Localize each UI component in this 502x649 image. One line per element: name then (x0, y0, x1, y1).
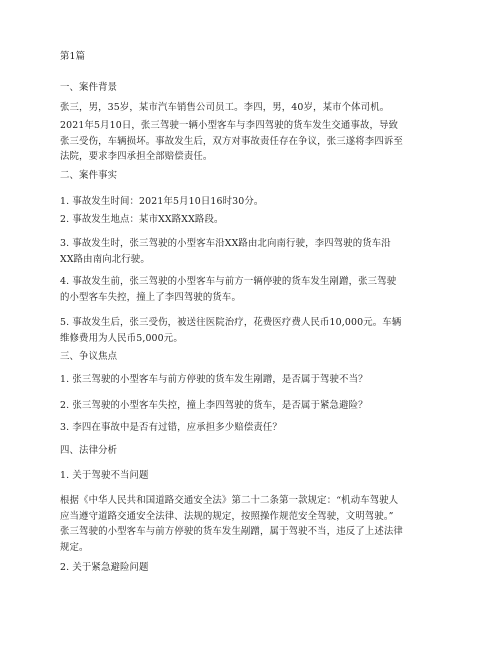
text-line: 维修费用为人民币5,000元。 (60, 332, 183, 344)
text-line: 2021年5月10日，张三驾驶一辆小型客车与李四驾驶的货车发生交通事故，导致 (60, 120, 399, 131)
text-line: 根据《中华人民共和国道路交通安全法》第二十二条第一款规定：“机动车驾驶人 (60, 495, 399, 506)
fact-item-1: 1. 事故发生时间：2021年5月10日16时30分。 (60, 196, 264, 207)
parties-paragraph: 张三，男，35岁，某市汽车销售公司员工。李四，男，40岁，某市个体司机。 (60, 102, 390, 113)
section-heading-facts: 二、案件事实 (60, 170, 118, 181)
analysis-paragraph (60, 493, 440, 555)
dispute-question-2: 2. 张三驾驶的小型客车失控，撞上李四驾驶的货车，是否属于紧急避险？ (60, 400, 368, 411)
analysis-subheading-2: 2. 关于紧急避险问题 (60, 562, 149, 573)
text-line: XX路由南向北行驶。 (60, 253, 150, 265)
text-line: 张三受伤，车辆损坏。事故发生后，双方对事故责任存在争议，张三遂将李四诉至 (60, 135, 403, 147)
fact-item-2: 2. 事故发生地点：某市XX路XX路段。 (60, 214, 224, 225)
section-heading-analysis: 四、法律分析 (60, 445, 118, 456)
section-heading-dispute: 三、争议焦点 (60, 351, 118, 362)
text-line: 5. 事故发生后，张三受伤，被送往医院治疗，花费医疗费人民币10,000元。车辆 (60, 317, 402, 328)
analysis-subheading-1: 1. 关于驾驶不当问题 (60, 470, 149, 481)
fact-item-5 (60, 315, 440, 346)
text-line: 规定。 (60, 541, 89, 553)
text-line: 张三驾驶的小型客车与前方停驶的货车发生剐蹭，属于驾驶不当，违反了上述法律 (60, 526, 403, 537)
text-line: 法院，要求李四承担全部赔偿责任。 (60, 151, 213, 162)
background-paragraph (60, 118, 440, 165)
dispute-question-3: 3. 李四在事故中是否有过错，应承担多少赔偿责任？ (60, 422, 282, 433)
section-heading-background: 一、案件背景 (60, 82, 118, 93)
part-label: 第1篇 (60, 51, 86, 62)
document-page (60, 0, 440, 649)
text-line: 的小型客车失控，撞上了李四驾驶的货车。 (60, 291, 241, 303)
text-line: 3. 事故发生时，张三驾驶的小型客车沿XX路由北向南行驶，李四驾驶的货车沿 (60, 238, 391, 249)
text-line: 4. 事故发生前，张三驾驶的小型客车与前方一辆停驶的货车发生剐蹭，张三驾驶 (60, 276, 397, 287)
fact-item-3 (60, 236, 440, 267)
text-line: 应当遵守道路交通安全法律、法规的规定，按照操作规范安全驾驶，文明驾驶。” (60, 510, 394, 522)
dispute-question-1: 1. 张三驾驶的小型客车与前方停驶的货车发生剐蹭，是否属于驾驶不当？ (60, 374, 368, 385)
fact-item-4 (60, 274, 440, 305)
